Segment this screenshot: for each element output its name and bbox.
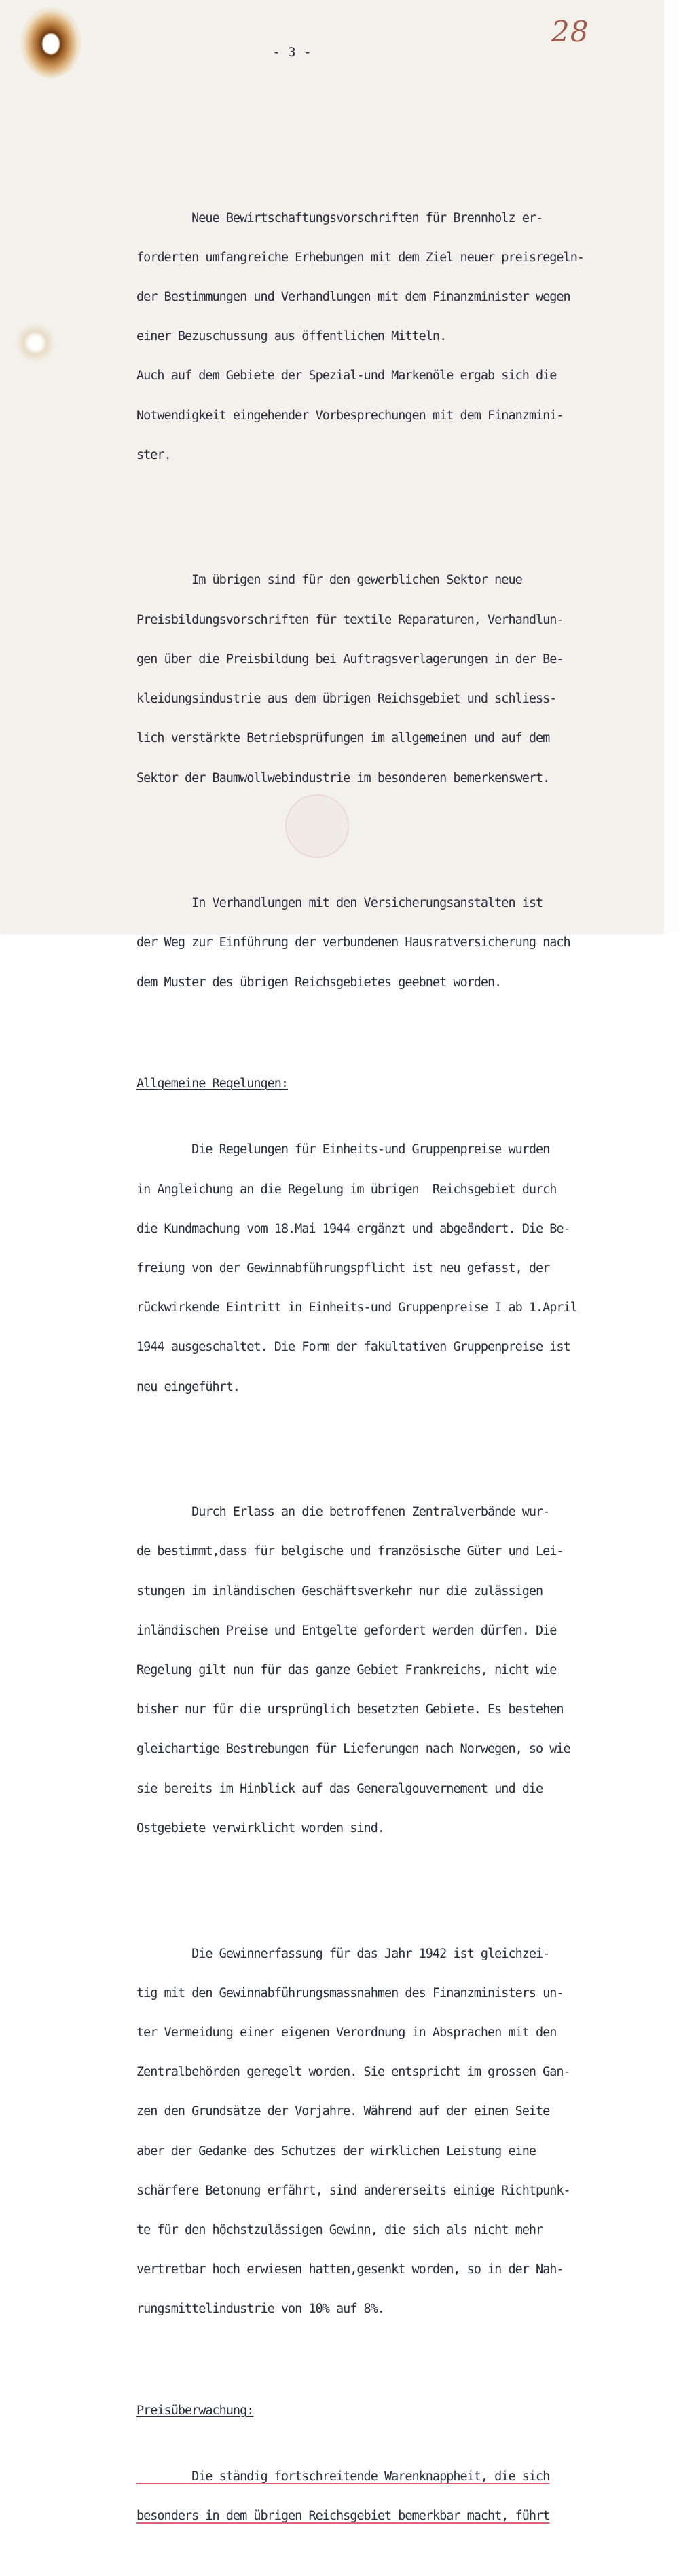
text-line: aber der Gedanke des Schutzes der wirklichen Leistung eine	[136, 2144, 536, 2159]
text-line: zen den Grundsätze der Vorjahre. Während auf der einen Seite	[136, 2104, 550, 2119]
text-line: lich verstärkte Betriebsprüfungen im allgemeinen und auf dem	[136, 731, 550, 746]
text-line: Auch auf dem Gebiete der Spezial-und Markenöle ergab sich die	[136, 369, 557, 384]
text-line: rückwirkende Eintritt in Einheits-und Gruppenpreise I ab 1.April	[136, 1301, 577, 1315]
text-line: Ostgebiete verwirklicht worden sind.	[136, 1821, 384, 1835]
text-line: Die ständig fortschreitende Warenknappheit, die sich	[136, 2469, 550, 2484]
handwritten-page-number: 28	[551, 15, 589, 48]
paragraph-central-associations	[136, 1479, 659, 1861]
text-line: rungsmittelindustrie von 10% auf 8%.	[136, 2302, 384, 2317]
text-line: einer Bezuschussung aus öffentlichen Mitteln.	[136, 329, 447, 344]
paragraph-commercial-sector	[136, 548, 659, 811]
text-line: Die Regelungen für Einheits-und Gruppenpreise wurden	[136, 1142, 550, 1157]
text-line: te für den höchstzulässigen Gewinn, die sich als nicht mehr	[136, 2222, 543, 2237]
text-line: sie bereits im Hinblick auf das Generalgouvernement und die	[136, 1781, 543, 1796]
section-heading-price-monitoring: Preisüberwachung:	[136, 2404, 254, 2419]
text-line: Durch Erlass an die betroffenen Zentralverbände wur-	[136, 1505, 550, 1520]
body-text	[136, 159, 659, 2575]
text-line: Notwendigkeit eingehender Vorbesprechungen mit dem Finanzmini-	[136, 408, 564, 423]
text-line: gen über die Preisbildung bei Auftragsverlagerungen in der Be-	[136, 652, 564, 667]
text-line: der Weg zur Einführung der verbundenen Hausratversicherung nach	[136, 935, 570, 950]
text-line: der Bestimmungen und Verhandlungen mit dem Finanzminister wegen	[136, 290, 570, 305]
text-line: forderten umfangreiche Erhebungen mit dem Ziel neuer preisregeln-	[136, 250, 584, 265]
text-line: die Kundmachung vom 18.Mai 1944 ergänzt und abgeändert. Die Be-	[136, 1221, 570, 1236]
text-line: Preisbildungsvorschriften für textile Reparaturen, Verhandlun-	[136, 612, 564, 627]
text-line: ster.	[136, 447, 171, 462]
paragraph-profit-assessment	[136, 1921, 659, 2342]
text-line: ter Vermeidung einer eigenen Verordnung in Absprachen mit den	[136, 2025, 557, 2040]
page-number: - 3 -	[272, 45, 312, 60]
paragraph-shortage	[136, 2444, 659, 2549]
text-line: Im übrigen sind für den gewerblichen Sektor neue	[136, 573, 522, 588]
text-line: stungen im inländischen Geschäftsverkehr nur die zulässigen	[136, 1584, 543, 1599]
text-line: in Angleichung an die Regelung im übrigen Reichsgebiet durch	[136, 1182, 557, 1197]
text-line: inländischen Preise und Entgelte gefordert werden dürfen. Die	[136, 1623, 557, 1638]
text-line: 1944 ausgeschaltet. Die Form der fakultativen Gruppenpreise ist	[136, 1340, 570, 1355]
text-line: neu eingeführt.	[136, 1379, 240, 1394]
text-line: vertretbar hoch erwiesen hatten,gesenkt worden, so in der Nah-	[136, 2262, 564, 2277]
scan-margin	[664, 0, 679, 933]
text-line: gleichartige Bestrebungen für Lieferungen nach Norwegen, so wie	[136, 1742, 570, 1757]
text-line: freiung von der Gewinnabführungspflicht ist neu gefasst, der	[136, 1261, 550, 1275]
paragraph-fuel-regulations	[136, 185, 659, 488]
burn-mark	[20, 7, 81, 78]
text-line: schärfere Betonung erfährt, sind andererseits einige Richtpunk-	[136, 2183, 570, 2198]
text-line: kleidungsindustrie aus dem übrigen Reichsgebiet und schliess-	[136, 692, 557, 707]
paragraph-unit-prices	[136, 1117, 659, 1420]
text-line: besonders in dem übrigen Reichsgebiet bemerkbar macht, führt	[136, 2509, 550, 2524]
text-line: bisher nur für die ursprünglich besetzten Gebiete. Es bestehen	[136, 1702, 564, 1717]
text-line: Zentralbehörden geregelt worden. Sie entspricht im grossen Gan-	[136, 2065, 570, 2080]
text-line: Sektor der Baumwollwebindustrie im besonderen bemerkenswert.	[136, 770, 550, 785]
punch-hole	[15, 322, 56, 363]
text-line: tig mit den Gewinnabführungsmassnahmen des Finanzministers un-	[136, 1985, 564, 2000]
text-line: de bestimmt,dass für belgische und französische Güter und Lei-	[136, 1544, 564, 1559]
text-line: Neue Bewirtschaftungsvorschriften für Brennholz er-	[136, 210, 543, 225]
text-line: dem Muster des übrigen Reichsgebietes geebnet worden.	[136, 975, 502, 990]
section-heading-general-regulations: Allgemeine Regelungen:	[136, 1077, 289, 1091]
text-line: In Verhandlungen mit den Versicherungsanstalten ist	[136, 896, 543, 911]
text-line: Regelung gilt nun für das ganze Gebiet Frankreichs, nicht wie	[136, 1663, 557, 1678]
paragraph-insurance	[136, 870, 659, 1015]
text-line: Die Gewinnerfassung für das Jahr 1942 ist gleichzei-	[136, 1946, 550, 1961]
